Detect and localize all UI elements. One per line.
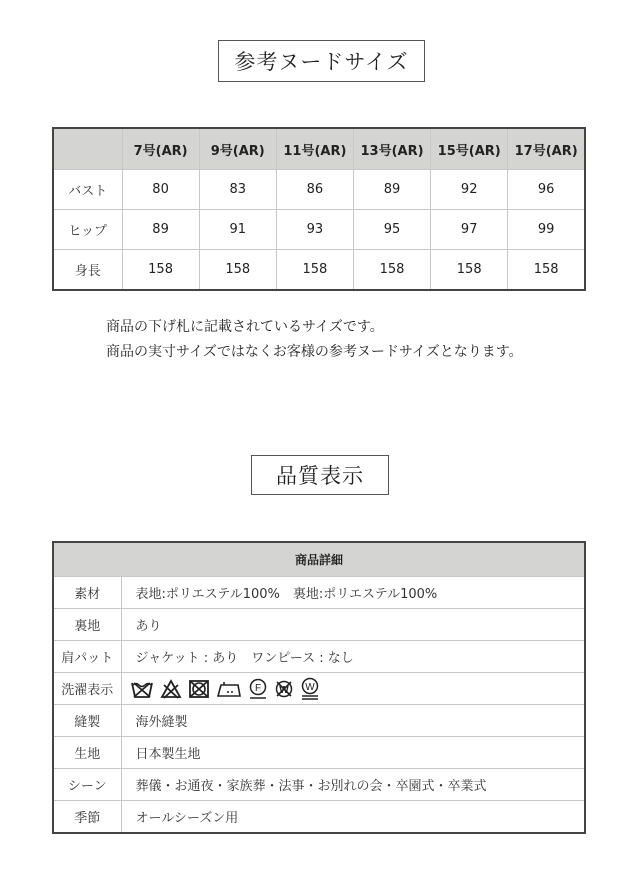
detail-header-row bbox=[53, 542, 585, 577]
dry-clean-f-icon bbox=[248, 678, 268, 700]
svg-text:F: F bbox=[254, 682, 261, 694]
table-row-bust bbox=[53, 170, 585, 210]
table-cell: 86 bbox=[276, 170, 353, 210]
care-icons bbox=[130, 673, 585, 704]
table-cell: 80 bbox=[122, 170, 199, 210]
row-label: バスト bbox=[53, 170, 122, 210]
no-bleach-icon bbox=[160, 679, 182, 699]
no-tumble-dry-icon bbox=[188, 679, 210, 699]
row-value: 海外縫製 bbox=[121, 705, 585, 737]
table-row-hip bbox=[53, 210, 585, 250]
table-cell: 97 bbox=[431, 210, 508, 250]
wet-clean-gentle-icon bbox=[300, 677, 320, 701]
table-cell: 158 bbox=[122, 250, 199, 291]
row-value: オールシーズン用 bbox=[121, 801, 585, 834]
size-note-1: 商品の下げ札に記載されているサイズです。 bbox=[106, 319, 384, 335]
table-cell: 158 bbox=[508, 250, 585, 291]
row-value: 葬儀・お通夜・家族葬・法事・お別れの会・卒園式・卒業式 bbox=[121, 769, 585, 801]
column-header: 15号(AR) bbox=[431, 128, 508, 170]
table-cell: 89 bbox=[353, 170, 430, 210]
detail-row-lining bbox=[53, 609, 585, 641]
size-section-title: 参考ヌードサイズ bbox=[218, 40, 425, 82]
row-label: ヒップ bbox=[53, 210, 122, 250]
detail-row-shoulder-pad bbox=[53, 641, 585, 673]
table-cell: 83 bbox=[199, 170, 276, 210]
nude-size-table bbox=[52, 127, 586, 291]
table-row-height bbox=[53, 250, 585, 291]
table-cell: 92 bbox=[431, 170, 508, 210]
table-header-row bbox=[53, 128, 585, 170]
row-value: あり bbox=[121, 609, 585, 641]
table-cell: 99 bbox=[508, 210, 585, 250]
table-cell: 93 bbox=[276, 210, 353, 250]
row-value: 表地:ポリエステル100% 裏地:ポリエステル100% bbox=[121, 577, 585, 609]
corner-cell bbox=[53, 128, 122, 170]
column-header: 11号(AR) bbox=[276, 128, 353, 170]
size-note-2: 商品の実寸サイズではなくお客様の参考ヌードサイズとなります。 bbox=[106, 344, 523, 360]
svg-text:W: W bbox=[304, 681, 315, 693]
detail-row-sewing bbox=[53, 705, 585, 737]
care-symbols-cell bbox=[121, 673, 585, 705]
table-cell: 158 bbox=[431, 250, 508, 291]
table-cell: 95 bbox=[353, 210, 430, 250]
row-label: 縫製 bbox=[53, 705, 121, 737]
row-label: シーン bbox=[53, 769, 121, 801]
table-cell: 158 bbox=[276, 250, 353, 291]
row-label: 身長 bbox=[53, 250, 122, 291]
table-cell: 158 bbox=[353, 250, 430, 291]
detail-row-season bbox=[53, 801, 585, 834]
row-label: 洗濯表示 bbox=[53, 673, 121, 705]
quality-section-title: 品質表示 bbox=[251, 455, 389, 495]
detail-row-care bbox=[53, 673, 585, 705]
iron-icon bbox=[216, 679, 242, 699]
product-detail-table bbox=[52, 541, 586, 834]
row-label: 素材 bbox=[53, 577, 121, 609]
table-cell: 96 bbox=[508, 170, 585, 210]
row-value: 日本製生地 bbox=[121, 737, 585, 769]
row-value: ジャケット : あり ワンピース : なし bbox=[121, 641, 585, 673]
row-label: 肩パット bbox=[53, 641, 121, 673]
table-cell: 91 bbox=[199, 210, 276, 250]
row-label: 生地 bbox=[53, 737, 121, 769]
column-header: 9号(AR) bbox=[199, 128, 276, 170]
column-header: 13号(AR) bbox=[353, 128, 430, 170]
table-cell: 89 bbox=[122, 210, 199, 250]
detail-row-scene bbox=[53, 769, 585, 801]
row-label: 裏地 bbox=[53, 609, 121, 641]
no-wash-icon bbox=[130, 679, 154, 699]
no-wet-clean-icon bbox=[274, 679, 294, 699]
row-label: 季節 bbox=[53, 801, 121, 834]
table-cell: 158 bbox=[199, 250, 276, 291]
svg-text:W: W bbox=[278, 684, 289, 696]
detail-row-fabric bbox=[53, 737, 585, 769]
column-header: 7号(AR) bbox=[122, 128, 199, 170]
detail-table-header: 商品詳細 bbox=[53, 542, 585, 577]
column-header: 17号(AR) bbox=[508, 128, 585, 170]
detail-row-material bbox=[53, 577, 585, 609]
